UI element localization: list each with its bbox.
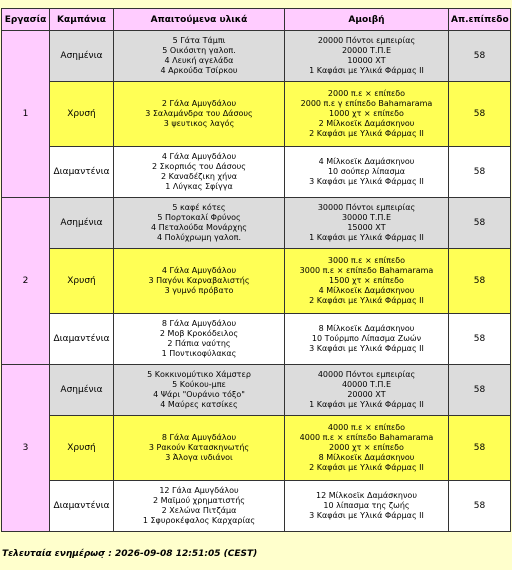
material-item: 1 Σφυροκέφαλος Καρχαρίας	[142, 516, 256, 525]
header-level: Απ.επίπεδο	[449, 9, 510, 30]
materials-cell	[114, 198, 284, 248]
quest-row	[2, 198, 510, 248]
material-item: 4 Πεταλούδα Μονάρχης	[150, 223, 248, 232]
campaign-name: Χρυσή	[50, 416, 113, 480]
rewards-cell	[285, 147, 448, 197]
reward-item: 2000 χτ × επίπεδο	[329, 443, 404, 452]
material-item: 3 γυμνό πρόβατο	[164, 286, 234, 295]
reward-item: 20000 Τ.Π.Ε	[341, 46, 392, 55]
task-number: 1	[2, 31, 49, 197]
material-item: 2 Μαϊμού χρηματιστής	[153, 496, 245, 505]
materials-cell	[114, 481, 284, 531]
reward-item: 10 λίπασμα της ζωής	[323, 501, 410, 510]
material-item: 1 Λύγκας Σφίγγα	[165, 182, 233, 191]
materials-cell	[114, 314, 284, 364]
header-rewards: Αμοιβή	[285, 9, 448, 30]
campaign-name: Ασημένια	[50, 31, 113, 81]
rewards-cell	[285, 198, 448, 248]
reward-item: 8 Μίλκοεϊκ Δαμάσκηνου	[318, 453, 415, 462]
header-campaign: Καμπάνια	[50, 9, 113, 30]
material-item: 3 Ρακούν Κατασκηνωτής	[148, 443, 250, 452]
campaign-name: Διαμαντένια	[50, 481, 113, 531]
reward-item: 30000 Τ.Π.Ε	[341, 213, 392, 222]
task-number: 3	[2, 365, 49, 531]
material-item: 4 Γάλα Αμυγδάλου	[161, 266, 237, 275]
required-level: 58	[449, 314, 510, 364]
reward-item: 10 σούπερ λίπασμα	[327, 167, 406, 176]
material-item: 2 Μοβ Κροκόδειλος	[159, 329, 239, 338]
material-item: 4 Λευκή αγελάδα	[164, 56, 234, 65]
material-item: 2 Χελώνα Πιτζάμα	[161, 506, 237, 515]
quest-row	[2, 249, 510, 313]
header-row	[2, 9, 510, 30]
material-item: 4 Γάλα Αμυγδάλου	[161, 152, 237, 161]
rewards-cell	[285, 365, 448, 415]
reward-item: 8 Μίλκοεϊκ Δαμάσκηνου	[318, 324, 415, 333]
required-level: 58	[449, 365, 510, 415]
header-task: Εργασία	[2, 9, 49, 30]
reward-item: 1500 χτ × επίπεδο	[329, 276, 404, 285]
reward-item: 20000 ΧΤ	[347, 390, 386, 399]
task-number: 2	[2, 198, 49, 364]
materials-cell	[114, 365, 284, 415]
material-item: 8 Γάλα Αμυγδάλου	[161, 319, 237, 328]
material-item: 1 Ποντικοφύλακας	[161, 349, 237, 358]
reward-item: 12 Μίλκοεϊκ Δαμάσκηνου	[316, 491, 417, 500]
reward-item: 3 Καφάσι με Υλικά Φάρμας II	[309, 177, 424, 186]
campaign-name: Χρυσή	[50, 82, 113, 146]
material-item: 5 καφέ κότες	[172, 203, 226, 212]
material-item: 3 ψευτικος λαγός	[163, 119, 235, 128]
reward-item: 1 Καφάσι με Υλικά Φάρμας II	[309, 400, 424, 409]
required-level: 58	[449, 147, 510, 197]
quest-row	[2, 314, 510, 364]
material-item: 4 Αρκούδα Τσίρκου	[160, 66, 238, 75]
reward-item: 2000 π.ε × επίπεδο	[327, 89, 406, 98]
material-item: 4 Μαύρες κατσίκες	[160, 400, 238, 409]
rewards-cell	[285, 416, 448, 480]
reward-item: 3000 π.ε × επίπεδο Bahamarama	[299, 266, 434, 275]
required-level: 58	[449, 416, 510, 480]
rewards-cell	[285, 82, 448, 146]
reward-item: 4000 π.ε × επίπεδο Bahamarama	[299, 433, 434, 442]
reward-item: 40000 Τ.Π.Ε	[341, 380, 392, 389]
quest-table	[1, 8, 511, 532]
campaign-name: Διαμαντένια	[50, 147, 113, 197]
required-level: 58	[449, 481, 510, 531]
reward-item: 4 Μίλκοεϊκ Δαμάσκηνου	[318, 157, 415, 166]
reward-item: 15000 ΧΤ	[347, 223, 386, 232]
materials-cell	[114, 82, 284, 146]
materials-cell	[114, 31, 284, 81]
rewards-cell	[285, 249, 448, 313]
quest-row	[2, 31, 510, 81]
quest-row	[2, 147, 510, 197]
material-item: 2 Σκορπιός του Δάσους	[152, 162, 246, 171]
required-level: 58	[449, 198, 510, 248]
material-item: 3 Παγόνι Καρναβαλιστής	[148, 276, 250, 285]
reward-item: 4000 π.ε × επίπεδο	[327, 423, 406, 432]
material-item: 2 Καναδέζικη χήνα	[161, 172, 237, 181]
quest-table-body	[2, 31, 510, 531]
materials-cell	[114, 416, 284, 480]
material-item: 4 Ψάρι "Ουράνιο τόξο"	[153, 390, 245, 399]
materials-cell	[114, 249, 284, 313]
quest-row	[2, 82, 510, 146]
material-item: 5 Οικόσιτη γαλοπ.	[162, 46, 236, 55]
material-item: 8 Γάλα Αμυγδάλου	[161, 433, 237, 442]
material-item: 5 Πορτοκαλί Φρύνος	[157, 213, 241, 222]
reward-item: 10 Τούρμπο Λίπασμα Ζωών	[311, 334, 422, 343]
materials-cell	[114, 147, 284, 197]
campaign-name: Διαμαντένια	[50, 314, 113, 364]
quest-row	[2, 481, 510, 531]
campaign-name: Χρυσή	[50, 249, 113, 313]
reward-item: 40000 Πόντοι εμπειρίας	[317, 370, 416, 379]
reward-item: 1 Καφάσι με Υλικά Φάρμας II	[309, 233, 424, 242]
required-level: 58	[449, 82, 510, 146]
rewards-cell	[285, 314, 448, 364]
reward-item: 3000 π.ε × επίπεδο	[327, 256, 406, 265]
reward-item: 3 Καφάσι με Υλικά Φάρμας II	[309, 344, 424, 353]
campaign-name: Ασημένια	[50, 198, 113, 248]
material-item: 2 Πάπια ναύτης	[167, 339, 231, 348]
last-updated: Τελευταία ενημέρωσ̣ : 2026-09-08 12:51:05 (CEST)	[2, 549, 258, 559]
reward-item: 2 Καφάσι με Υλικά Φάρμας II	[309, 129, 424, 138]
reward-item: 2 Καφάσι με Υλικά Φάρμας II	[309, 296, 424, 305]
required-level: 58	[449, 249, 510, 313]
rewards-cell	[285, 481, 448, 531]
required-level: 58	[449, 31, 510, 81]
reward-item: 3 Καφάσι με Υλικά Φάρμας II	[309, 511, 424, 520]
reward-item: 1000 χτ × επίπεδο	[329, 109, 404, 118]
reward-item: 2 Μίλκοεϊκ Δαμάσκηνου	[318, 119, 415, 128]
reward-item: 4 Μίλκοεϊκ Δαμάσκηνου	[318, 286, 415, 295]
reward-item: 30000 Πόντοι εμπειρίας	[317, 203, 416, 212]
reward-item: 2 Καφάσι με Υλικά Φάρμας II	[309, 463, 424, 472]
material-item: 12 Γάλα Αμυγδάλου	[159, 486, 239, 495]
quest-row	[2, 416, 510, 480]
material-item: 3 Άλογα ινδιάνοι	[165, 453, 233, 462]
material-item: 4 Πολύχρωμη γαλοπ.	[156, 233, 241, 242]
quest-row	[2, 365, 510, 415]
reward-item: 10000 ΧΤ	[347, 56, 386, 65]
material-item: 2 Γάλα Αμυγδάλου	[161, 99, 237, 108]
reward-item: 20000 Πόντοι εμπειρίας	[317, 36, 416, 45]
reward-item: 2000 π.ε γ επίπεδο Bahamarama	[300, 99, 433, 108]
material-item: 5 Κούκου-μπε	[172, 380, 226, 389]
reward-item: 1 Καφάσι με Υλικά Φάρμας II	[309, 66, 424, 75]
material-item: 5 Κοκκινομύτικο Χάμστερ	[147, 370, 251, 379]
material-item: 3 Σαλαμάνδρα του Δάσους	[145, 109, 253, 118]
rewards-cell	[285, 31, 448, 81]
material-item: 5 Γάτα Τάμπι	[172, 36, 226, 45]
campaign-name: Ασημένια	[50, 365, 113, 415]
quest-table-container	[1, 8, 511, 532]
header-materials: Απαιτούμενα υλικά	[114, 9, 284, 30]
